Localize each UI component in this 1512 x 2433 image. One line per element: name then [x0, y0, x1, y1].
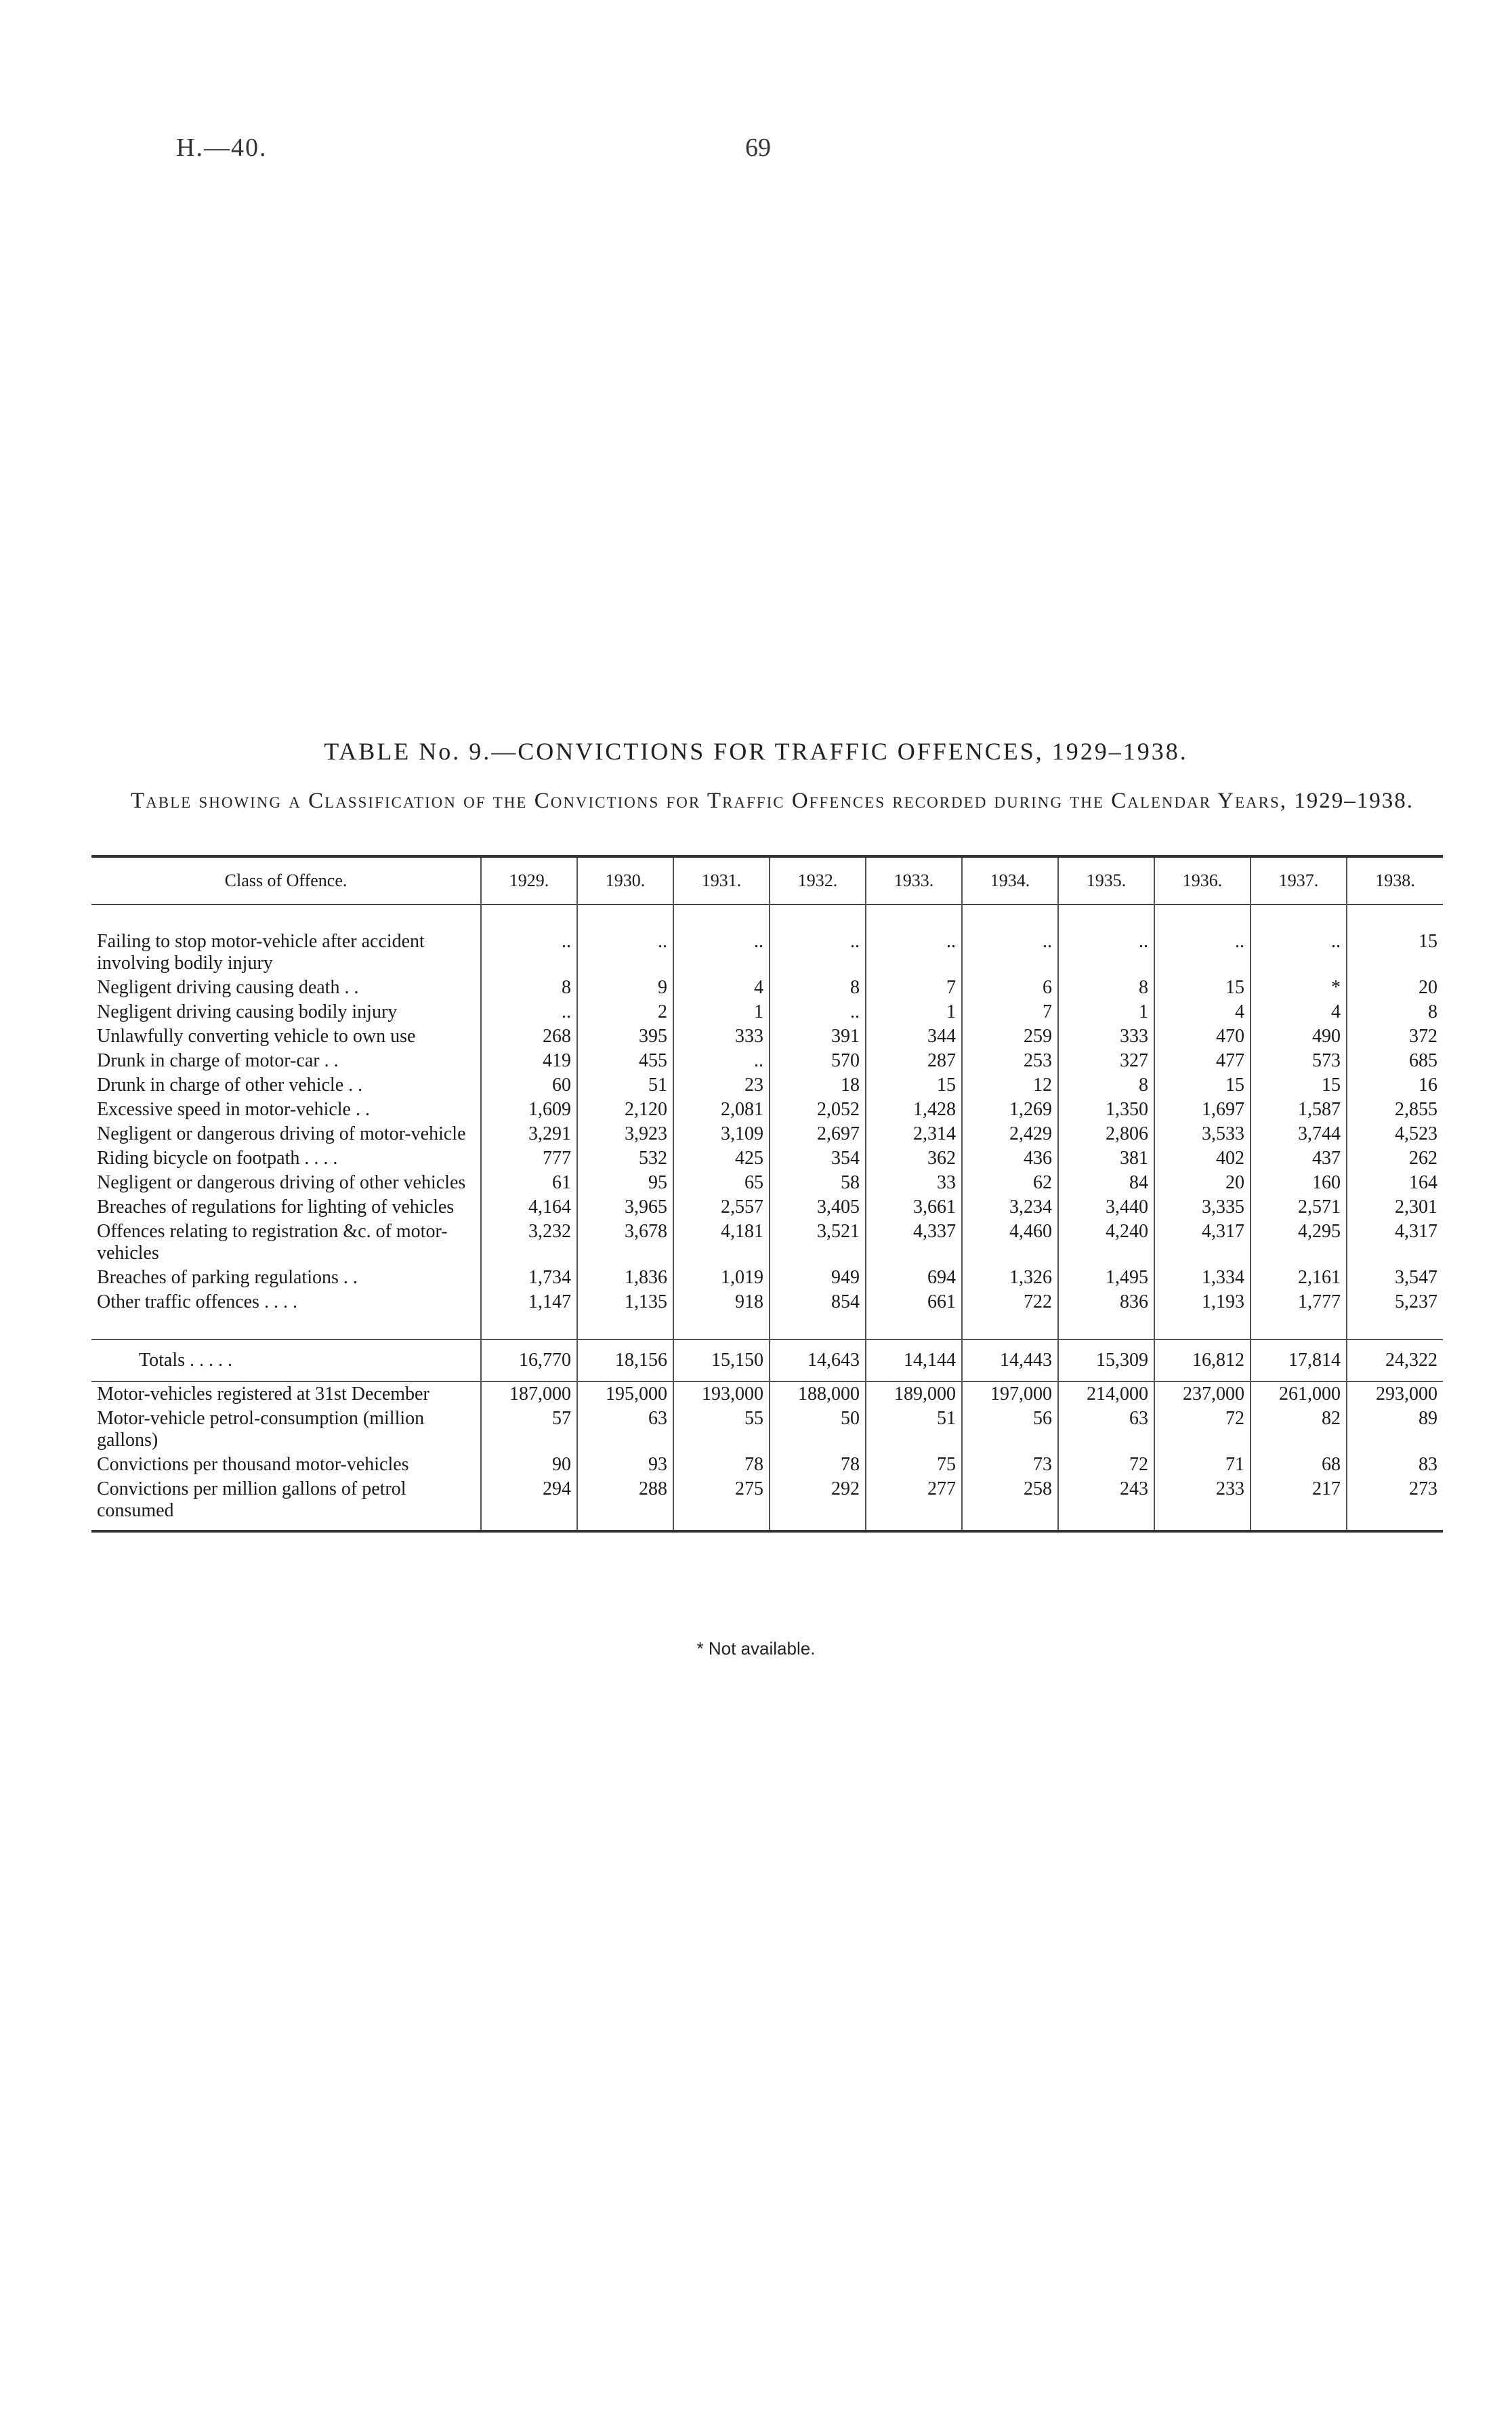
table-cell: 333 [673, 1024, 770, 1049]
table-cell: 4,337 [866, 1220, 962, 1266]
table-cell: 83 [1347, 1453, 1443, 1477]
table-cell: 18 [770, 1073, 866, 1098]
table-cell: 2,571 [1251, 1195, 1347, 1220]
table-cell: 8 [1058, 1073, 1154, 1098]
table-row [91, 976, 1443, 1000]
table-cell: 193,000 [673, 1381, 770, 1407]
table-cell: 288 [577, 1477, 673, 1531]
table-cell: 1,697 [1154, 1098, 1251, 1122]
table-cell: 15 [1154, 976, 1251, 1000]
table-cell: 3,234 [962, 1195, 1058, 1220]
table-cell: 3,521 [770, 1220, 866, 1266]
table-cell: 189,000 [866, 1381, 962, 1407]
table-row [91, 1171, 1443, 1195]
table-cell: 402 [1154, 1146, 1251, 1171]
table-cell: 2,120 [577, 1098, 673, 1122]
table-cell: 2,301 [1347, 1195, 1443, 1220]
table-cell: 75 [866, 1453, 962, 1477]
table-cell: 362 [866, 1146, 962, 1171]
table-cell: 327 [1058, 1049, 1154, 1073]
row-label: Drunk in charge of other vehicle . . [97, 1075, 363, 1096]
column-header-year: 1935. [1058, 856, 1154, 904]
table-cell: 273 [1347, 1477, 1443, 1531]
table-cell: 1 [673, 1000, 770, 1024]
table-row [91, 1146, 1443, 1171]
table-cell: 23 [673, 1073, 770, 1098]
table-cell: 275 [673, 1477, 770, 1531]
table-cell: 722 [962, 1290, 1058, 1314]
table-cell: 4,164 [481, 1195, 577, 1220]
row-label: Breaches of parking regulations . . [97, 1267, 358, 1288]
table-cell: 268 [481, 1024, 577, 1049]
table-cell: 3,965 [577, 1195, 673, 1220]
table-body [91, 904, 1443, 1531]
table-cell: 14,643 [770, 1339, 866, 1381]
table-cell: 84 [1058, 1171, 1154, 1195]
table-cell: 3,405 [770, 1195, 866, 1220]
table-cell: 18,156 [577, 1339, 673, 1381]
table-row [91, 1477, 1443, 1531]
table-cell: 777 [481, 1146, 577, 1171]
table-cell: 391 [770, 1024, 866, 1049]
table-cell: 3,744 [1251, 1122, 1347, 1146]
table-cell: 95 [577, 1171, 673, 1195]
row-label: Negligent driving causing bodily injury [97, 1001, 398, 1022]
table-cell: .. [1251, 930, 1347, 976]
table-cell: 187,000 [481, 1381, 577, 1407]
table-cell: 2,557 [673, 1195, 770, 1220]
table-cell: 1,135 [577, 1290, 673, 1314]
convictions-table [91, 855, 1443, 1533]
table-cell: 3,335 [1154, 1195, 1251, 1220]
table-row [91, 1381, 1443, 1407]
table-row [91, 1049, 1443, 1073]
table-cell: 82 [1251, 1407, 1347, 1453]
row-label: Negligent or dangerous driving of other vehicles [97, 1172, 466, 1193]
table-cell: 197,000 [962, 1381, 1058, 1407]
table-cell: .. [866, 930, 962, 976]
table-cell: 1 [866, 1000, 962, 1024]
running-head: H.—40. [176, 133, 268, 162]
table-cell: 8 [770, 976, 866, 1000]
table-row [91, 1098, 1443, 1122]
table-cell: 1,734 [481, 1266, 577, 1290]
row-label: Offences relating to registration &c. of motor-vehicles [97, 1221, 448, 1264]
row-label: Convictions per million gallons of petrol consumed [97, 1478, 406, 1521]
row-label: Drunk in charge of motor-car . . [97, 1050, 339, 1071]
table-cell: 195,000 [577, 1381, 673, 1407]
column-header-year: 1932. [770, 856, 866, 904]
table-cell: 93 [577, 1453, 673, 1477]
table-title: TABLE No. 9.—CONVICTIONS FOR TRAFFIC OFFENCES, 1929–1938. [324, 738, 1188, 765]
table-cell: 2,081 [673, 1098, 770, 1122]
footnote: * Not available. [696, 1638, 816, 1659]
table-cell: 15,150 [673, 1339, 770, 1381]
table-cell: 188,000 [770, 1381, 866, 1407]
table-row [91, 1220, 1443, 1266]
table-cell: 237,000 [1154, 1381, 1251, 1407]
table-row [91, 1290, 1443, 1314]
table-cell: 72 [1154, 1407, 1251, 1453]
table-cell: 4,317 [1347, 1220, 1443, 1266]
table-cell: 344 [866, 1024, 962, 1049]
table-cell: 3,109 [673, 1122, 770, 1146]
table-cell: 55 [673, 1407, 770, 1453]
table-cell: 1 [1058, 1000, 1154, 1024]
table-cell: 73 [962, 1453, 1058, 1477]
column-header-year: 1938. [1347, 856, 1443, 904]
row-label: Excessive speed in motor-vehicle . . [97, 1099, 370, 1120]
table-cell: 532 [577, 1146, 673, 1171]
table-row [91, 1266, 1443, 1290]
table-cell: 89 [1347, 1407, 1443, 1453]
table-cell: 455 [577, 1049, 673, 1073]
table-cell: 4,317 [1154, 1220, 1251, 1266]
table-cell: 477 [1154, 1049, 1251, 1073]
table-cell: 253 [962, 1049, 1058, 1073]
table-cell: .. [481, 930, 577, 976]
table-cell: 4,181 [673, 1220, 770, 1266]
page-number: 69 [745, 133, 771, 162]
table-cell: 949 [770, 1266, 866, 1290]
table-cell: 277 [866, 1477, 962, 1531]
table-cell: 1,334 [1154, 1266, 1251, 1290]
table-row [91, 1195, 1443, 1220]
table-row [91, 1407, 1443, 1453]
table-cell: 60 [481, 1073, 577, 1098]
table-cell: 7 [866, 976, 962, 1000]
row-label: Totals . . . . . [139, 1350, 233, 1371]
table-cell: 2,052 [770, 1098, 866, 1122]
column-header-year: 1934. [962, 856, 1058, 904]
table-cell: 2 [577, 1000, 673, 1024]
table-cell: 4 [673, 976, 770, 1000]
table-cell: 65 [673, 1171, 770, 1195]
table-cell: 71 [1154, 1453, 1251, 1477]
table-cell: 58 [770, 1171, 866, 1195]
table-cell: 1,836 [577, 1266, 673, 1290]
table-cell: 918 [673, 1290, 770, 1314]
table-cell: 12 [962, 1073, 1058, 1098]
table-cell: 354 [770, 1146, 866, 1171]
table-cell: 425 [673, 1146, 770, 1171]
table-cell: 61 [481, 1171, 577, 1195]
spacer-row [91, 904, 1443, 930]
table-cell: 570 [770, 1049, 866, 1073]
row-label: Negligent driving causing death . . [97, 977, 359, 998]
table-cell: 24,322 [1347, 1339, 1443, 1381]
table-cell: 292 [770, 1477, 866, 1531]
row-label: Riding bicycle on footpath . . . . [97, 1148, 338, 1169]
column-header-year: 1930. [577, 856, 673, 904]
table-cell: 1,428 [866, 1098, 962, 1122]
table-cell: 854 [770, 1290, 866, 1314]
table-cell: 4 [1251, 1000, 1347, 1024]
table-row [91, 1453, 1443, 1477]
table-cell: 470 [1154, 1024, 1251, 1049]
table-cell: 4,295 [1251, 1220, 1347, 1266]
table-cell: 15 [866, 1073, 962, 1098]
table-cell: 3,678 [577, 1220, 673, 1266]
spacer-row [91, 1314, 1443, 1339]
table-cell: 2,806 [1058, 1122, 1154, 1146]
table-row [91, 930, 1443, 976]
table-cell: 490 [1251, 1024, 1347, 1049]
table-cell: 333 [1058, 1024, 1154, 1049]
table-cell: 7 [962, 1000, 1058, 1024]
row-label: Motor-vehicles registered at 31st December [97, 1384, 429, 1405]
table-cell: 1,269 [962, 1098, 1058, 1122]
table-cell: 1,777 [1251, 1290, 1347, 1314]
header-row [91, 856, 1443, 904]
column-header-year: 1929. [481, 856, 577, 904]
table-cell: 5,237 [1347, 1290, 1443, 1314]
table-cell: 8 [1347, 1000, 1443, 1024]
column-header-year: 1937. [1251, 856, 1347, 904]
table-cell: 17,814 [1251, 1339, 1347, 1381]
table-row [91, 1024, 1443, 1049]
table-cell: .. [577, 930, 673, 976]
table-cell: 2,314 [866, 1122, 962, 1146]
table-cell: 164 [1347, 1171, 1443, 1195]
table-cell: 33 [866, 1171, 962, 1195]
table-cell: 3,533 [1154, 1122, 1251, 1146]
table-cell: 661 [866, 1290, 962, 1314]
row-label: Failing to stop motor-vehicle after accident involving bodily injury [97, 931, 425, 974]
table-cell: 262 [1347, 1146, 1443, 1171]
table-cell: .. [1154, 930, 1251, 976]
totals-row [91, 1339, 1443, 1381]
table-cell: 78 [673, 1453, 770, 1477]
table-cell: 3,291 [481, 1122, 577, 1146]
table-container [91, 855, 1443, 1533]
column-header-year: 1931. [673, 856, 770, 904]
table-cell: 160 [1251, 1171, 1347, 1195]
table-subtitle: Table showing a Classification of the Convictions for Traffic Offences recorded during the Calendar Years, 1929–1938. [130, 789, 1414, 813]
table-cell: 3,547 [1347, 1266, 1443, 1290]
table-cell: 437 [1251, 1146, 1347, 1171]
table-cell: 4,240 [1058, 1220, 1154, 1266]
table-cell: 3,232 [481, 1220, 577, 1266]
table-cell: * [1251, 976, 1347, 1000]
row-label: Motor-vehicle petrol-consumption (million gallons) [97, 1408, 425, 1451]
table-cell: 381 [1058, 1146, 1154, 1171]
table-cell: 72 [1058, 1453, 1154, 1477]
table-cell: 8 [1058, 976, 1154, 1000]
table-cell: 63 [1058, 1407, 1154, 1453]
table-cell: 14,144 [866, 1339, 962, 1381]
table-cell: 214,000 [1058, 1381, 1154, 1407]
table-cell: 78 [770, 1453, 866, 1477]
row-label: Breaches of regulations for lighting of vehicles [97, 1197, 455, 1218]
table-cell: 436 [962, 1146, 1058, 1171]
table-cell: 6 [962, 976, 1058, 1000]
table-cell: 68 [1251, 1453, 1347, 1477]
table-cell: 15,309 [1058, 1339, 1154, 1381]
table-cell: 287 [866, 1049, 962, 1073]
table-cell: .. [1058, 930, 1154, 976]
table-cell: 573 [1251, 1049, 1347, 1073]
row-label: Negligent or dangerous driving of motor-vehicle [97, 1123, 466, 1144]
column-header-year: 1933. [866, 856, 962, 904]
table-cell: .. [673, 930, 770, 976]
table-cell: 15 [1251, 1073, 1347, 1098]
table-cell: 50 [770, 1407, 866, 1453]
table-cell: 1,495 [1058, 1266, 1154, 1290]
table-cell: 1,587 [1251, 1098, 1347, 1122]
table-cell: 90 [481, 1453, 577, 1477]
table-cell: 4,523 [1347, 1122, 1443, 1146]
table-cell: 16,812 [1154, 1339, 1251, 1381]
table-cell: 259 [962, 1024, 1058, 1049]
table-cell: 836 [1058, 1290, 1154, 1314]
table-cell: 2,161 [1251, 1266, 1347, 1290]
column-header-class: Class of Offence. [224, 871, 348, 890]
table-cell: 233 [1154, 1477, 1251, 1531]
table-cell: 14,443 [962, 1339, 1058, 1381]
table-cell: 20 [1154, 1171, 1251, 1195]
table-cell: 294 [481, 1477, 577, 1531]
table-cell: .. [481, 1000, 577, 1024]
table-cell: 685 [1347, 1049, 1443, 1073]
table-cell: .. [673, 1049, 770, 1073]
table-cell: 62 [962, 1171, 1058, 1195]
table-cell: .. [962, 930, 1058, 976]
table-cell: 15 [1154, 1073, 1251, 1098]
row-label: Convictions per thousand motor-vehicles [97, 1454, 409, 1475]
table-cell: 20 [1347, 976, 1443, 1000]
table-cell: 395 [577, 1024, 673, 1049]
table-row [91, 1000, 1443, 1024]
table-row [91, 1073, 1443, 1098]
table-cell: 51 [577, 1073, 673, 1098]
table-cell: 1,326 [962, 1266, 1058, 1290]
table-cell: 3,661 [866, 1195, 962, 1220]
table-cell: 8 [481, 976, 577, 1000]
table-row [91, 1122, 1443, 1146]
table-cell: 1,147 [481, 1290, 577, 1314]
table-cell: 243 [1058, 1477, 1154, 1531]
table-cell: 261,000 [1251, 1381, 1347, 1407]
table-cell: 3,440 [1058, 1195, 1154, 1220]
table-cell: 16,770 [481, 1339, 577, 1381]
table-cell: 217 [1251, 1477, 1347, 1531]
table-cell: 15 [1347, 930, 1443, 976]
table-cell: 4 [1154, 1000, 1251, 1024]
table-cell: 258 [962, 1477, 1058, 1531]
table-cell: 1,609 [481, 1098, 577, 1122]
table-cell: 419 [481, 1049, 577, 1073]
table-cell: 2,855 [1347, 1098, 1443, 1122]
table-cell: 3,923 [577, 1122, 673, 1146]
table-cell: 1,019 [673, 1266, 770, 1290]
table-cell: 2,429 [962, 1122, 1058, 1146]
table-cell: 56 [962, 1407, 1058, 1453]
table-cell: 51 [866, 1407, 962, 1453]
table-cell: 372 [1347, 1024, 1443, 1049]
table-cell: .. [770, 930, 866, 976]
row-label: Unlawfully converting vehicle to own use [97, 1026, 416, 1047]
table-cell: 2,697 [770, 1122, 866, 1146]
table-cell: 4,460 [962, 1220, 1058, 1266]
column-header-year: 1936. [1154, 856, 1251, 904]
table-cell: 1,193 [1154, 1290, 1251, 1314]
table-cell: 16 [1347, 1073, 1443, 1098]
table-cell: 57 [481, 1407, 577, 1453]
table-cell: 1,350 [1058, 1098, 1154, 1122]
table-cell: 63 [577, 1407, 673, 1453]
table-cell: 9 [577, 976, 673, 1000]
table-cell: 293,000 [1347, 1381, 1443, 1407]
table-cell: .. [770, 1000, 866, 1024]
row-label: Other traffic offences . . . . [97, 1291, 297, 1312]
table-cell: 694 [866, 1266, 962, 1290]
